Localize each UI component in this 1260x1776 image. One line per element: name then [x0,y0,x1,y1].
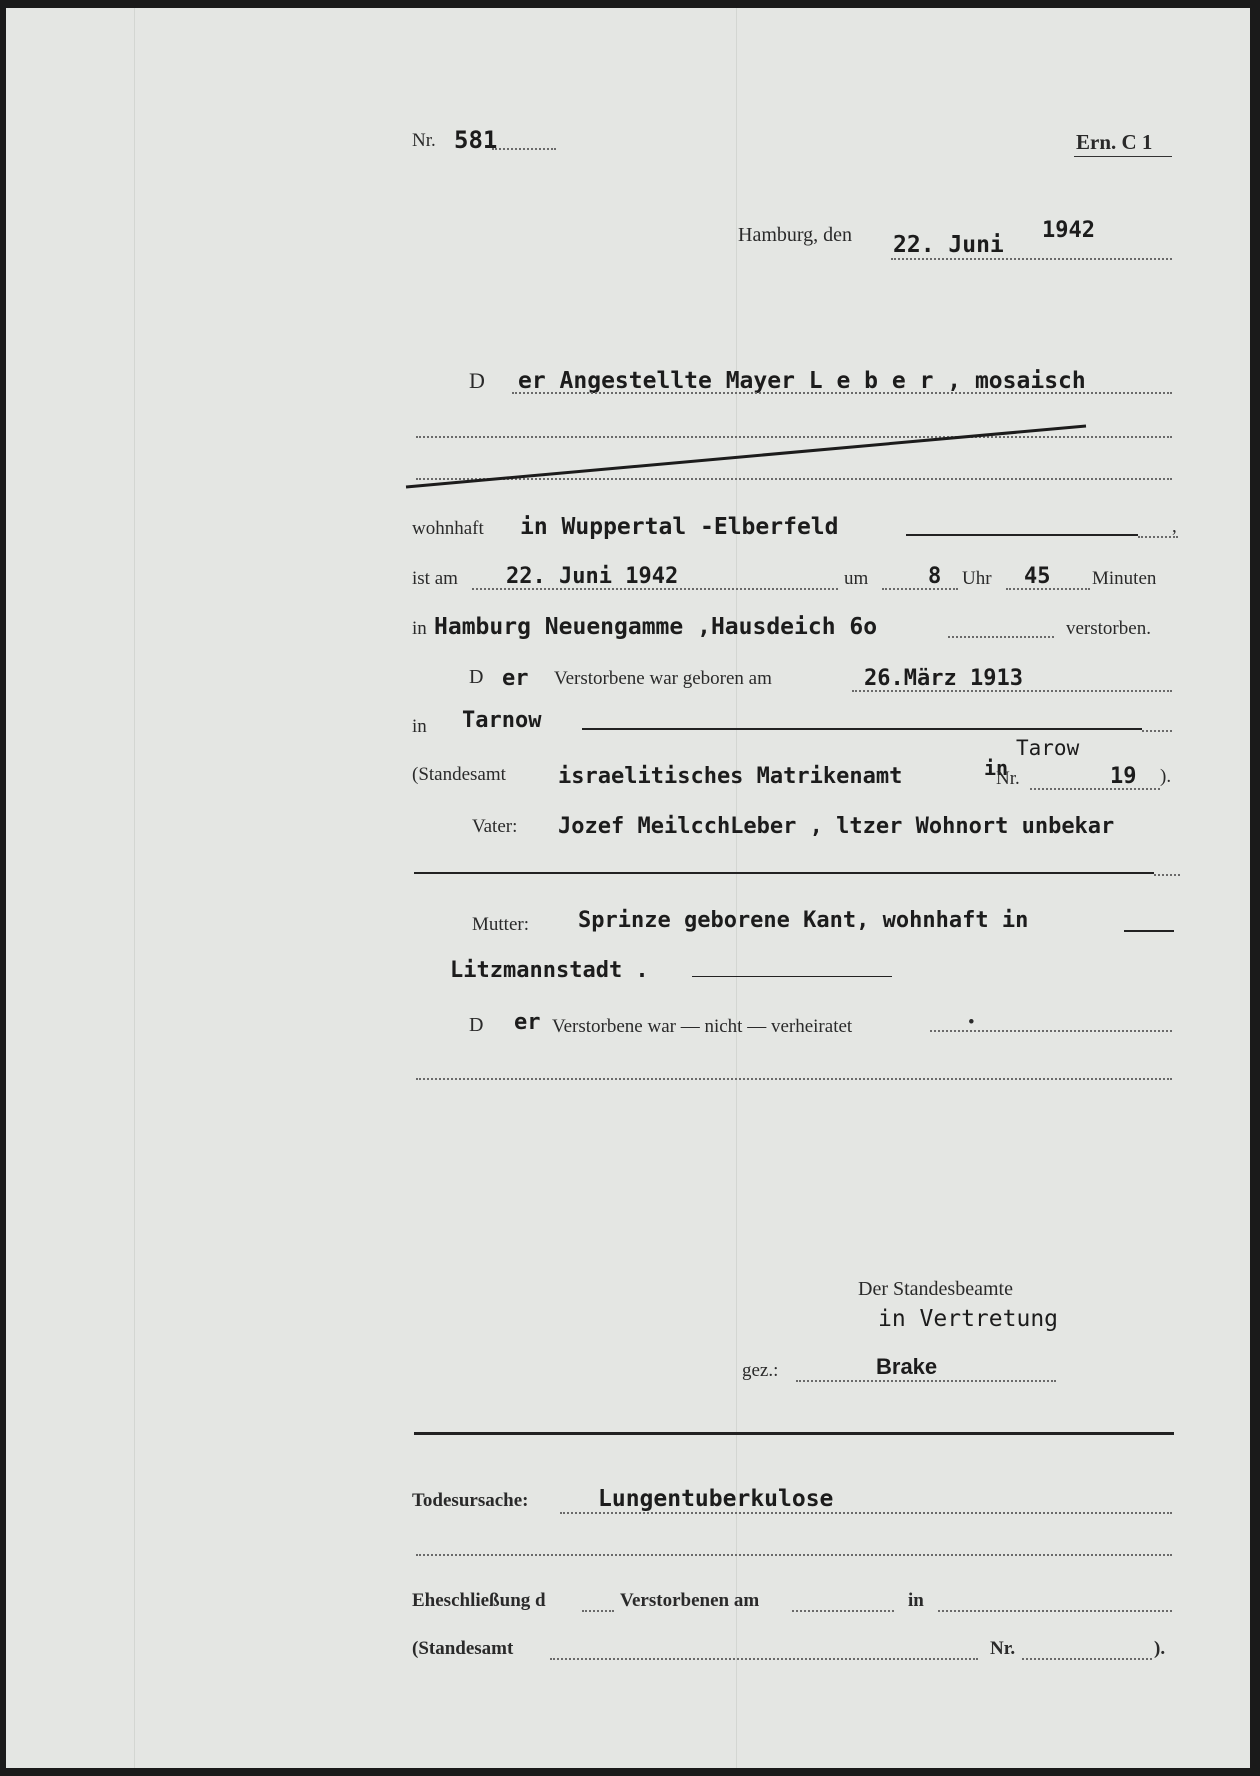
form-code: Ern. C 1 [1076,130,1153,154]
cause-of-death: Lungentuberkulose [598,1486,834,1512]
registrar-title: Der Standesbeamte [858,1278,1013,1300]
marriage-in-label: in [908,1590,924,1611]
footer-nr-label: Nr. [990,1638,1016,1659]
dotted-line [948,636,1054,638]
registrar-name: Brake [876,1354,938,1379]
dotted-line [550,1658,978,1660]
dotted-line [796,1380,1056,1382]
record-year: 1942 [1042,218,1095,243]
death-register-page [6,8,1250,1768]
dotted-line [416,1554,1172,1556]
uhr-label: Uhr [962,568,992,589]
registry-end: ). [1160,766,1172,787]
birth-place-in-label: in [412,716,427,737]
fill-line [906,534,1138,536]
record-date: 22. Juni [893,232,1004,258]
registry-nr-value: 19 [1110,764,1137,789]
strike-through-line [6,8,1250,528]
d-prefix: D [469,1014,484,1036]
mother-residence: Litzmannstadt . [450,958,649,983]
dotted-line [1142,730,1172,732]
birth-place: Tarnow [462,708,542,733]
gender-ending: er [502,666,529,691]
residence-label: wohnhaft [412,518,484,539]
residence-end: , [1172,516,1177,537]
marriage-mid-label: Verstorbenen am [620,1590,760,1611]
footer-registry-label: (Standesamt [412,1638,514,1659]
marital-status: Verstorbene war — nicht — verheiratet [552,1016,853,1037]
marriage-label: Eheschließung d [412,1590,546,1611]
section-divider [414,1432,1174,1435]
residence-value: in Wuppertal -Elberfeld [520,514,839,540]
dotted-line [416,1078,1172,1080]
minuten-label: Minuten [1092,568,1157,589]
dotted-line [582,1610,614,1612]
dotted-line [560,1512,1172,1514]
deceased-description: er Angestellte Mayer L e b e r , mosaisch [518,368,1086,394]
mother-value: Sprinze geborene Kant, wohnhaft in [578,908,1029,933]
birth-date: 26.März 1913 [864,666,1023,691]
death-date: 22. Juni 1942 [506,564,679,589]
d-prefix: D [469,368,485,393]
father-value: Jozef MeilcchLeber , ltzer Wohnort unbekar [558,814,1115,839]
registry-in-note: in [984,756,1009,780]
marital-mark: • [968,1012,975,1033]
signed-label: gez.: [742,1360,779,1381]
dotted-line [938,1610,1172,1612]
registrar-deputy: in Vertretung [878,1306,1059,1332]
registry-nr-label: Nr. [996,768,1020,789]
register-number: 581 [454,126,498,154]
registry-place-note: Tarow [1016,736,1080,760]
dotted-line [882,588,958,590]
dotted-line [792,1610,894,1612]
dotted-line [1154,874,1180,876]
register-number-label: Nr. [412,130,436,151]
fill-line [692,976,892,977]
gender-ending: er [514,1010,541,1035]
registry-label: (Standesamt [412,764,506,785]
cause-label: Todesursache: [412,1490,529,1511]
d-prefix: D [469,666,484,688]
time-um-label: um [844,568,869,589]
father-label: Vater: [472,816,518,837]
death-hour: 8 [928,564,942,589]
fill-line [414,872,1154,874]
death-date-label: ist am [412,568,458,589]
death-place-in-label: in [412,618,427,639]
death-place: Hamburg Neuengamme ,Hausdeich 6o [434,614,878,640]
dotted-line [930,1030,1172,1032]
fill-line [582,728,1142,730]
footer-end: ). [1154,1638,1166,1659]
mother-label: Mutter: [472,914,529,935]
birth-label: Verstorbene war geboren am [554,668,772,689]
dotted-line [1030,788,1160,790]
verstorben-label: verstorben. [1066,618,1151,639]
death-minutes: 45 [1024,564,1051,589]
fill-line [1124,930,1174,932]
dotted-line [1022,1658,1152,1660]
registry-value: israelitisches Matrikenamt [558,764,903,789]
place-date-prefix: Hamburg, den [738,224,853,246]
